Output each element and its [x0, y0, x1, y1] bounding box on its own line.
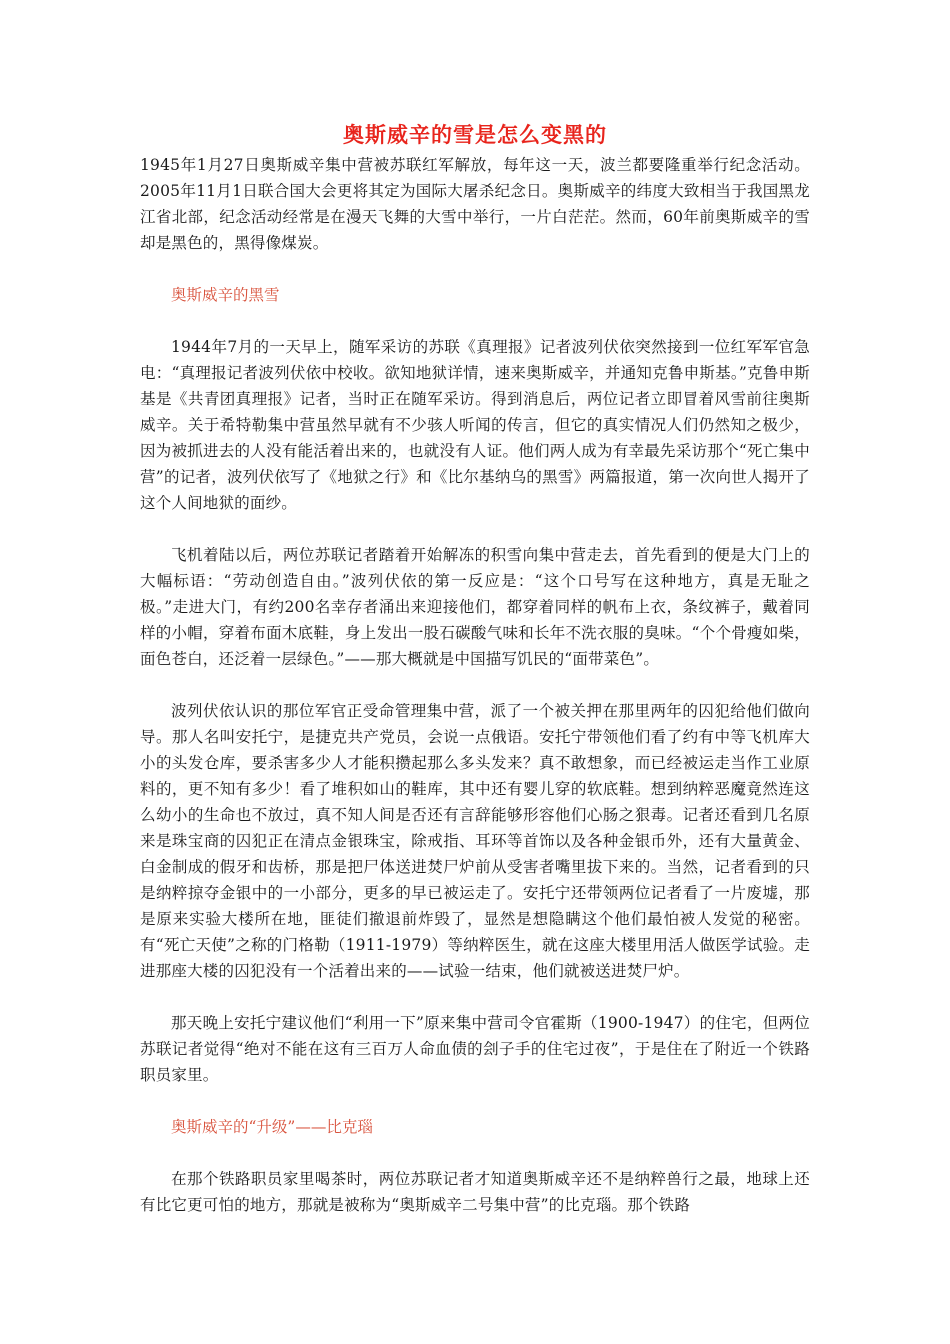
document-page — [140, 120, 810, 1218]
section-heading-black-snow: 奥斯威辛的黑雪 — [171, 286, 280, 304]
spacer — [140, 672, 810, 698]
body-paragraph: 飞机着陆以后，两位苏联记者踏着开始解冻的积雪向集中营走去，首先看到的便是大门上的大幅标语：“劳动创造自由。”波列伏依的第一反应是：“这个口号写在这种地方，真是无耻之极。”走进大门，有约200名幸存者涌出来迎接他们，都穿着同样的帆布上衣，条纹裤子，戴着同样的小帽，穿着布面木底鞋，身上发出一股石碳酸气味和长年不洗衣服的臭味。“个个骨瘦如柴，面色苍白，还泛着一层绿色。”——那大概就是中国描写饥民的“面带菜色”。 — [140, 546, 810, 668]
body-paragraph: 波列伏依认识的那位军官正受命管理集中营，派了一个被关押在那里两年的囚犯给他们做向导。那人名叫安托宁，是捷克共产党员，会说一点俄语。安托宁带领他们看了约有中等飞机库大小的头发仓库，要杀害多少人才能积攒起那么多头发来？真不敢想象，而已经被运走当作工业原料的，更不知有多少！看了堆积如山的鞋库，其中还有婴儿穿的软底鞋。想到纳粹恶魔竟然连这么幼小的生命也不放过，真不知人间是否还有言辞能够形容他们心肠之狠毒。记者还看到几名原来是珠宝商的囚犯正在清点金银珠宝，除戒指、耳环等首饰以及各种金银币外，还有大量黄金、白金制成的假牙和齿桥，那是把尸体送进焚尸炉前从受害者嘴里拔下来的。当然，记者看到的只是纳粹掠夺金银中的一小部分，更多的早已被运走了。安托宁还带领两位记者看了一片废墟，那是原来实验大楼所在地，匪徒们撤退前炸毁了，显然是想隐瞒这个他们最怕被人发觉的秘密。有“死亡天使”之称的门格勒（1911-1979）等纳粹医生，就在这座大楼里用活人做医学试验。走进那座大楼的囚犯没有一个活着出来的——试验一结束，他们就被送进焚尸炉。 — [140, 702, 810, 980]
spacer — [140, 256, 810, 282]
spacer — [140, 984, 810, 1010]
spacer — [140, 516, 810, 542]
body-paragraph: 那天晚上安托宁建议他们“利用一下”原来集中营司令官霍斯（1900-1947）的住宅，但两位苏联记者觉得“绝对不能在这有三百万人命血债的刽子手的住宅过夜”，于是住在了附近一个铁路职员家里。 — [140, 1014, 810, 1084]
spacer — [140, 308, 810, 334]
body-paragraph: 1944年7月的一天早上，随军采访的苏联《真理报》记者波列伏依突然接到一位红军军官急电：“真理报记者波列伏依中校收。欲知地狱详情，速来奥斯威辛，并通知克鲁申斯基。”克鲁申斯基是《共青团真理报》记者，当时正在随军采访。得到消息后，两位记者立即冒着风雪前往奥斯威辛。关于希特勒集中营虽然早就有不少骇人听闻的传言，但它的真实情况人们仍然知之极少，因为被抓进去的人没有能活着出来的，也就没有人证。他们两人成为有幸最先采访那个“死亡集中营”的记者，波列伏依写了《地狱之行》和《比尔基纳乌的黑雪》两篇报道，第一次向世人揭开了这个人间地狱的面纱。 — [140, 338, 810, 512]
body-paragraph: 在那个铁路职员家里喝茶时，两位苏联记者才知道奥斯威辛还不是纳粹兽行之最，地球上还有比它更可怕的地方，那就是被称为“奥斯威辛二号集中营”的比克瑙。那个铁路 — [140, 1170, 810, 1214]
section-heading-birkenau: 奥斯威辛的“升级”——比克瑙 — [171, 1118, 373, 1136]
spacer — [140, 1088, 810, 1114]
spacer — [140, 1140, 810, 1166]
document-title: 奥斯威辛的雪是怎么变黑的 — [343, 123, 607, 147]
intro-paragraph: 1945年1月27日奥斯威辛集中营被苏联红军解放，每年这一天，波兰都要隆重举行纪念活动。2005年11月1日联合国大会更将其定为国际大屠杀纪念日。奥斯威辛的纬度大致相当于我国黑龙江省北部，纪念活动经常是在漫天飞舞的大雪中举行，一片白茫茫。然而，60年前奥斯威辛的雪却是黑色的，黑得像煤炭。 — [140, 156, 810, 252]
